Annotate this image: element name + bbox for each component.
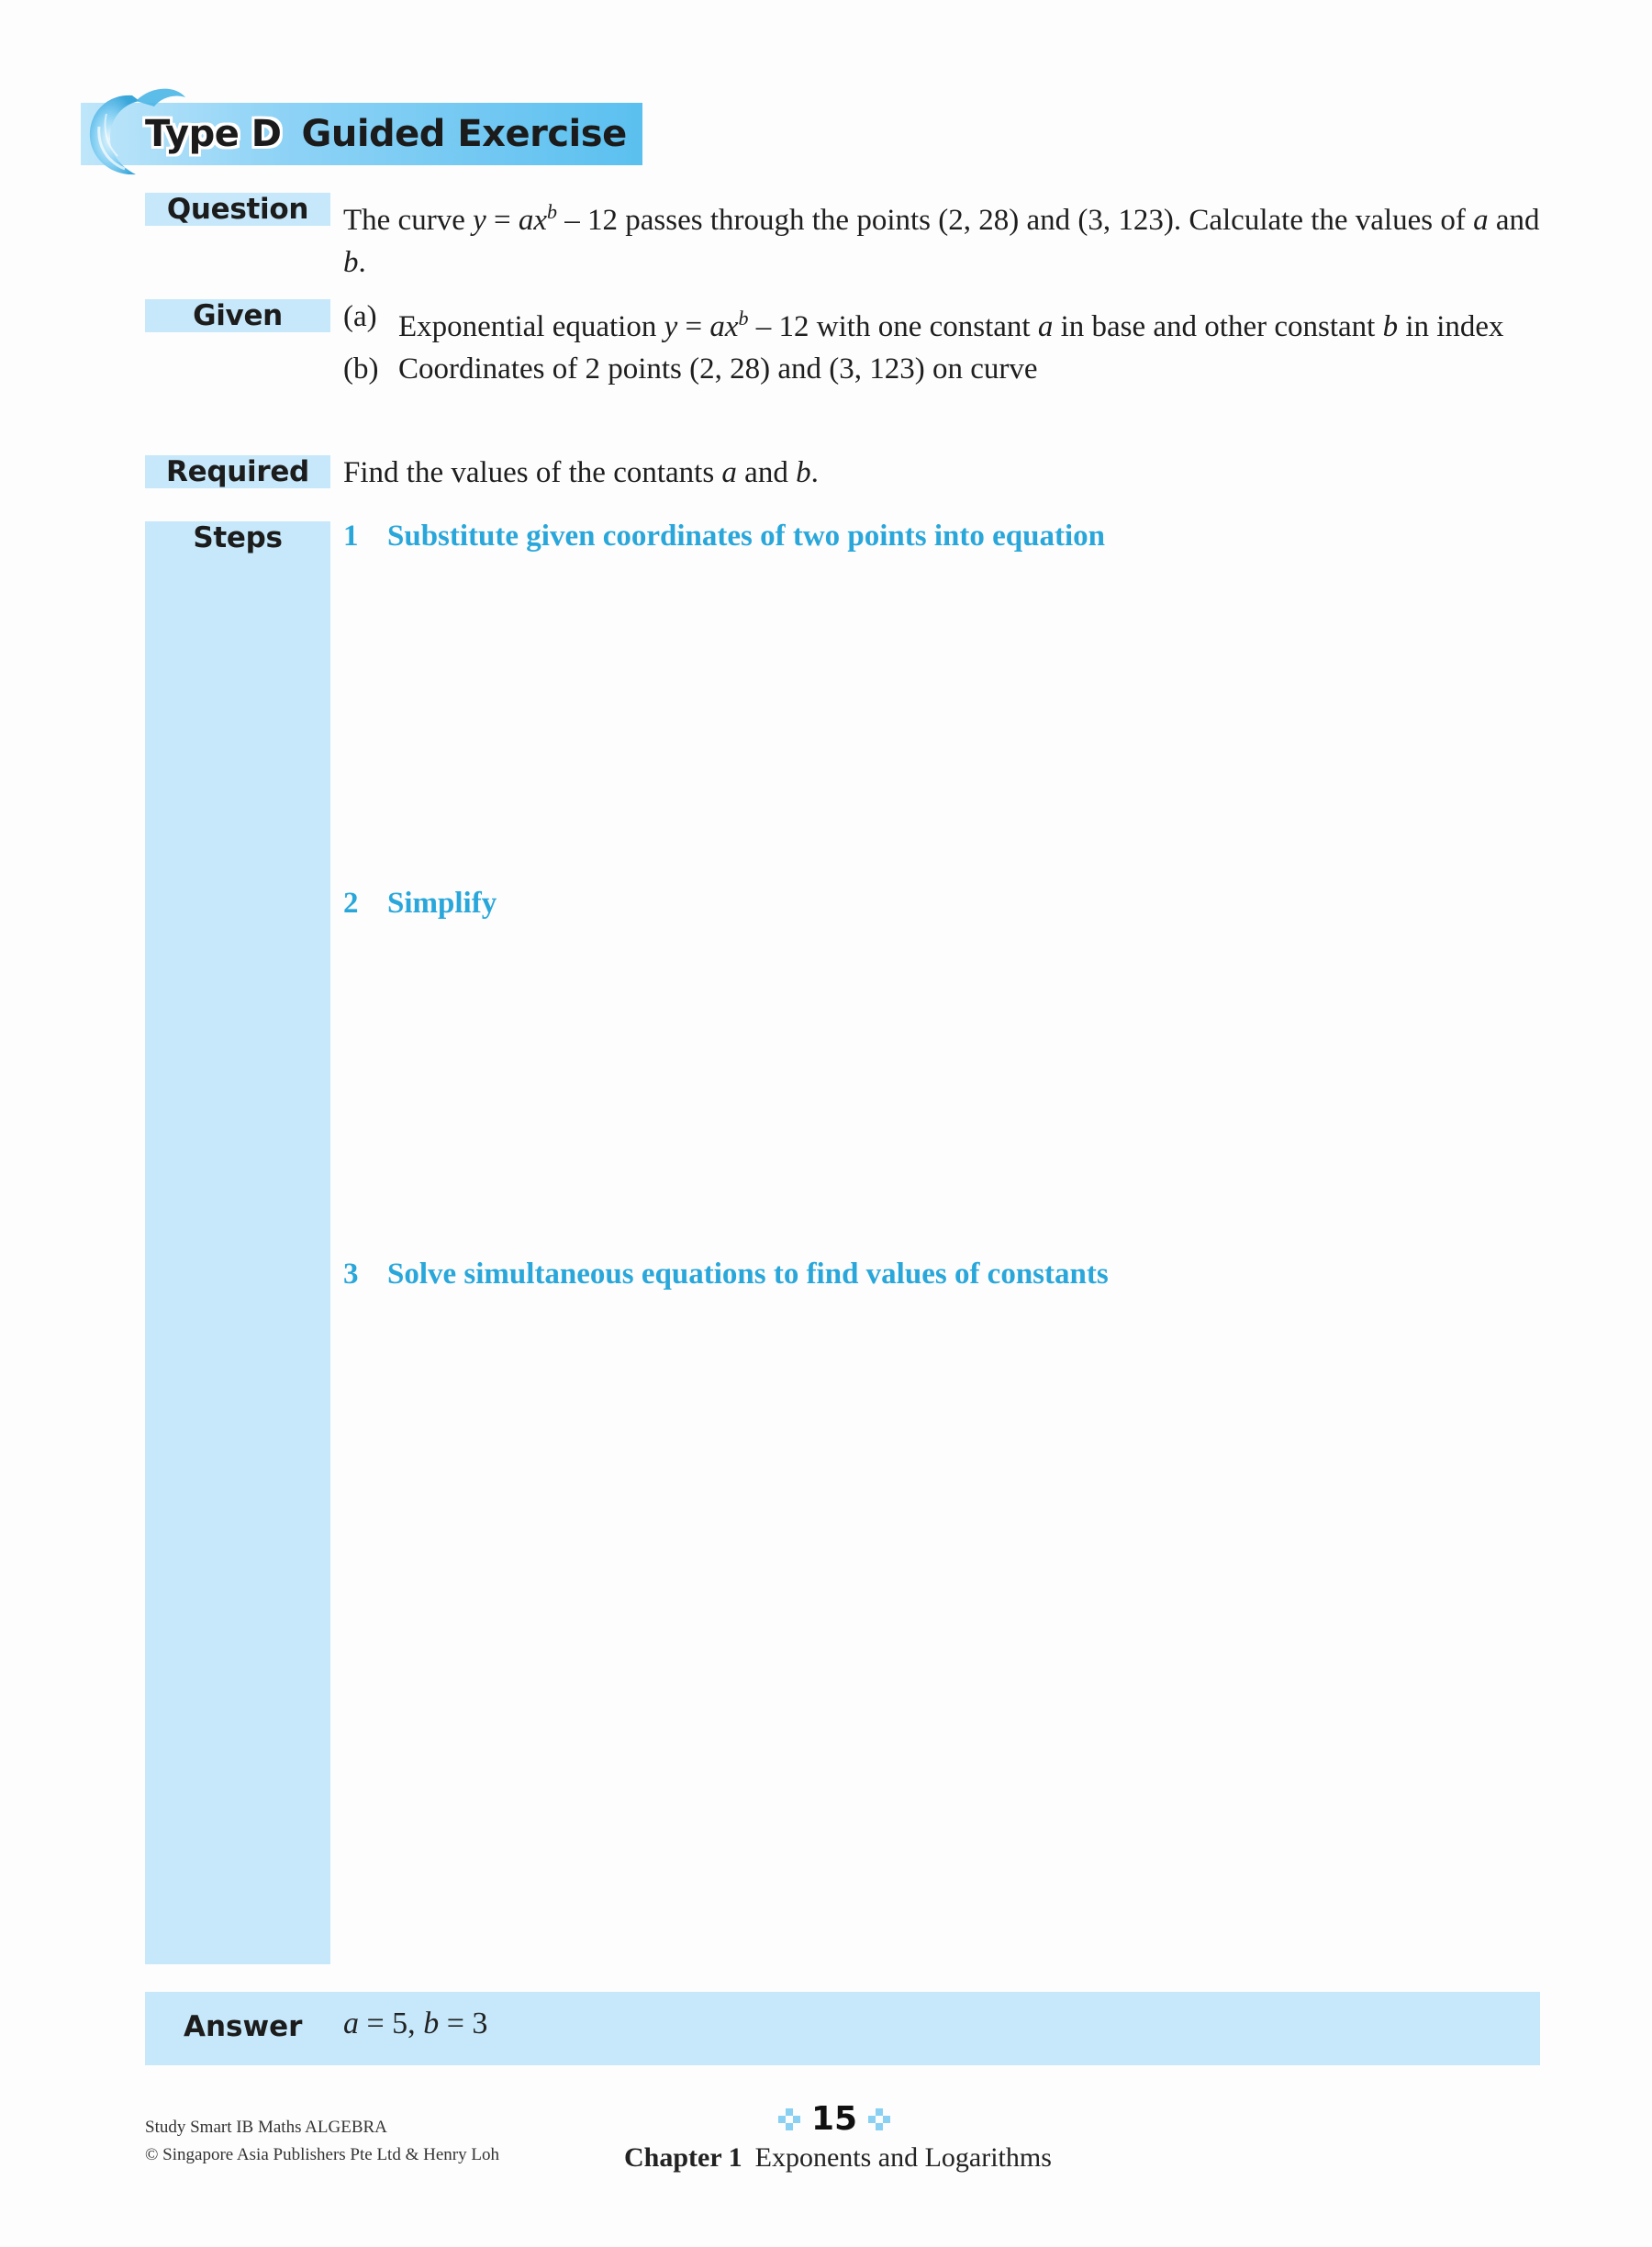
given-label-text: Given (193, 299, 283, 332)
step-1 (343, 516, 1105, 556)
text-run: . (358, 246, 366, 279)
required-text (343, 452, 1546, 494)
steps-column (145, 521, 330, 1964)
math-var: ax (709, 310, 739, 343)
given-item-b (343, 348, 1546, 390)
page-title (140, 106, 627, 162)
type-tag: Type D (145, 113, 282, 155)
step-number: 3 (343, 1258, 359, 1291)
steps-label-text: Steps (193, 521, 283, 554)
step-number: 1 (343, 520, 359, 553)
list-marker: (b) (343, 352, 379, 386)
text-run: in base and other constant (1053, 310, 1383, 343)
footer-credits (145, 2114, 499, 2169)
book-title: Study Smart IB Maths ALGEBRA (145, 2118, 387, 2137)
question-label (145, 193, 330, 226)
math-var: y (664, 310, 678, 343)
answer-label: Answer (184, 2010, 303, 2043)
step-2 (343, 883, 497, 923)
list-marker: (a) (343, 300, 377, 333)
text-run: = 5, (359, 2007, 424, 2040)
math-var: a (721, 456, 737, 489)
step-text: Substitute given coordinates of two points into equation (387, 520, 1105, 553)
text-run: = (677, 310, 710, 343)
given-item-a (343, 296, 1546, 348)
step-text: Simplify (387, 887, 497, 920)
given-label (145, 299, 330, 332)
math-var: b (1382, 310, 1399, 343)
math-var: b (343, 246, 359, 279)
chapter-label: Chapter 1 (624, 2142, 742, 2173)
text-run: – 12 passes through the points (2, 28) and (3, 123). Calculate the values of (557, 204, 1474, 237)
text-run: . (810, 456, 819, 489)
answer-value (343, 2007, 487, 2041)
math-exponent: b (547, 200, 558, 223)
given-list (343, 296, 1546, 390)
page-number: 15 (811, 2100, 858, 2138)
copyright: © Singapore Asia Publishers Pte Ltd & Henry Loh (145, 2145, 499, 2164)
math-var: a (1473, 204, 1489, 237)
math-var: ax (518, 204, 548, 237)
chapter-line (624, 2142, 1052, 2174)
question-text (343, 189, 1546, 284)
required-label-text: Required (166, 455, 309, 488)
text-run: Exponential equation (398, 310, 664, 343)
math-var: b (796, 456, 811, 489)
math-var: y (473, 204, 486, 237)
text-run: = 3 (439, 2007, 488, 2040)
step-text: Solve simultaneous equations to find values of constants (387, 1258, 1109, 1291)
text-run: – 12 with one constant (748, 310, 1038, 343)
title-text: Guided Exercise (301, 113, 627, 155)
text-run: and (736, 456, 797, 489)
math-var: a (1037, 310, 1054, 343)
required-label (145, 455, 330, 488)
given-item-text: Coordinates of 2 points (2, 28) and (3, 123) on curve (398, 352, 1038, 386)
math-var: b (423, 2007, 440, 2040)
diamond-ornament-icon (778, 2108, 800, 2130)
given-item-text (398, 296, 1504, 348)
text-run: in index (1398, 310, 1504, 343)
diamond-ornament-icon (868, 2108, 890, 2130)
chapter-title: Exponents and Logarithms (754, 2142, 1052, 2173)
math-exponent: b (738, 307, 749, 330)
step-3 (343, 1254, 1109, 1294)
page-number-row (778, 2100, 890, 2138)
text-run: = (486, 204, 519, 237)
question-label-text: Question (166, 193, 309, 226)
text-run: The curve (343, 204, 474, 237)
math-var: a (343, 2007, 359, 2040)
text-run: Find the values of the contants (343, 456, 722, 489)
step-number: 2 (343, 887, 359, 920)
text-run: and (1488, 204, 1540, 237)
